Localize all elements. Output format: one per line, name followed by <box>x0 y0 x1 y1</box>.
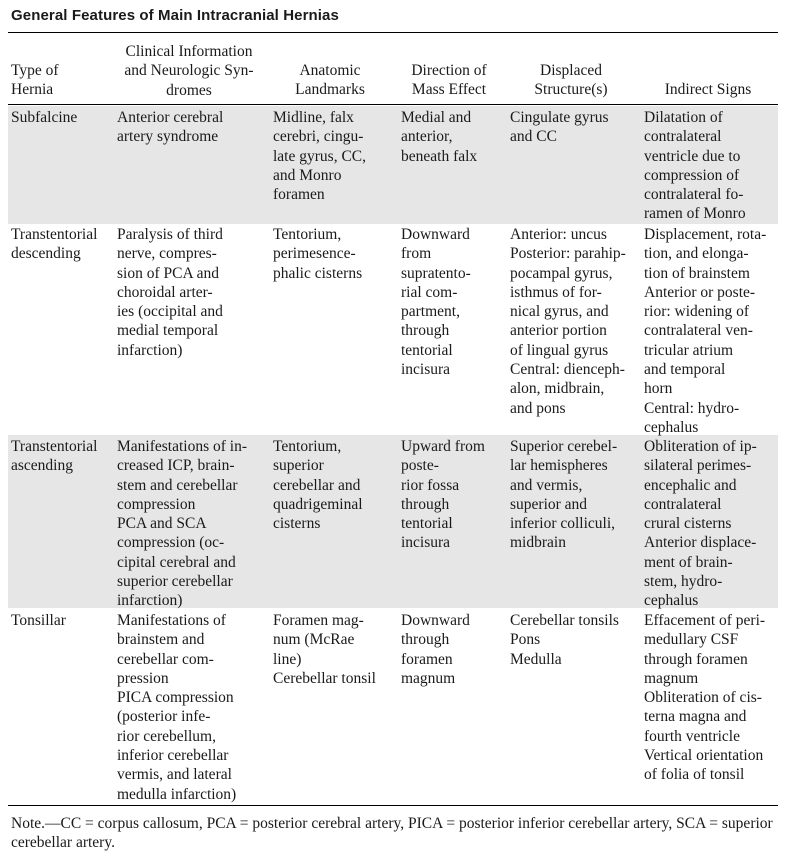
cell-structures-tonsillar: Cerebellar tonsils Pons Medulla <box>510 612 619 668</box>
cell-type-transtentorial-descending: Transtentorial descending <box>11 226 98 263</box>
cell-landmarks-subfalcine: Midline, falx cerebri, cingu- late gyrus, CC, and Monro foramen <box>273 109 366 204</box>
cell-direction-subfalcine: Medial and anterior, beneath falx <box>401 109 478 165</box>
cell-type-tonsillar: Tonsillar <box>11 612 66 629</box>
header-direction: Direction of Mass Effect <box>411 62 487 99</box>
cell-clinical-tonsillar: Manifestations of brainstem and cerebellar com- pression PICA compression (posterior infe- rior cerebellum, inferior cerebellar vermis, and lateral medulla infarction) <box>117 612 237 803</box>
header-rule <box>8 104 778 105</box>
header-type: Type of Hernia <box>11 62 59 99</box>
cell-structures-subfalcine: Cingulate gyrus and CC <box>510 109 609 146</box>
cell-direction-transtentorial-descending: Downward from supratento- rial com- partment, through tentorial incisura <box>401 226 471 379</box>
header-landmarks: Anatomic Landmarks <box>295 62 365 99</box>
header-clinical: Clinical Information and Neurologic Syn- dromes <box>124 43 254 99</box>
cell-structures-transtentorial-ascending: Superior cerebel- lar hemispheres and vermis, superior and inferior colliculi, midbrain <box>510 438 618 552</box>
cell-direction-tonsillar: Downward through foramen magnum <box>401 612 470 687</box>
cell-direction-transtentorial-ascending: Upward from poste- rior fossa through tentorial incisura <box>401 438 485 552</box>
cell-type-subfalcine: Subfalcine <box>11 109 78 126</box>
bottom-rule <box>8 805 778 806</box>
cell-landmarks-transtentorial-descending: Tentorium, perimesence- phalic cisterns <box>273 226 363 282</box>
table-note: Note.—CC = corpus callosum, PCA = posterior cerebral artery, PICA = posterior inferior cerebellar artery, SCA = superior cerebellar artery. <box>11 815 773 852</box>
cell-landmarks-tonsillar: Foramen mag- num (McRae line) Cerebellar tonsil <box>273 612 376 687</box>
cell-signs-transtentorial-descending: Displacement, rota- tion, and elonga- tion of brainstem Anterior or poste- rior: widening of contralateral ven- tricular atrium and temporal horn Central: hydro- cephalus <box>644 226 767 436</box>
cell-type-transtentorial-ascending: Transtentorial ascending <box>11 438 98 475</box>
cell-structures-transtentorial-descending: Anterior: uncus Posterior: parahip- pocampal gyrus, isthmus of for- nical gyrus, and anterior portion of lingual gyrus Central: dienceph- alon, midbrain, and pons <box>510 226 626 417</box>
cell-signs-subfalcine: Dilatation of contralateral ventricle due to compression of contralateral fo- ramen of Monro <box>644 109 746 223</box>
cell-landmarks-transtentorial-ascending: Tentorium, superior cerebellar and quadrigeminal cisterns <box>273 438 363 533</box>
cell-clinical-transtentorial-descending: Paralysis of third nerve, compres- sion of PCA and choroidal arter- ies (occipital and medial temporal infarction) <box>117 226 223 359</box>
cell-signs-transtentorial-ascending: Obliteration of ip- silateral perimes- encephalic and contralateral crural cisterns Anterior displace- ment of brain- stem, hydro- cephalus <box>644 438 757 610</box>
cell-clinical-transtentorial-ascending: Manifestations of in- creased ICP, brain- stem and cerebellar compression PCA and SCA compression (oc- cipital cerebral and superior cerebellar infarction) <box>117 438 248 610</box>
cell-signs-tonsillar: Effacement of peri- medullary CSF through foramen magnum Obliteration of cis- terna magna and fourth ventricle Vertical orientation of folia of tonsil <box>644 612 766 784</box>
header-structures: Displaced Structure(s) <box>534 62 608 99</box>
top-rule <box>8 32 778 33</box>
table-title: General Features of Main Intracranial Hernias <box>11 7 339 24</box>
cell-clinical-subfalcine: Anterior cerebral artery syndrome <box>117 109 224 146</box>
header-indirect-signs: Indirect Signs <box>664 81 752 98</box>
